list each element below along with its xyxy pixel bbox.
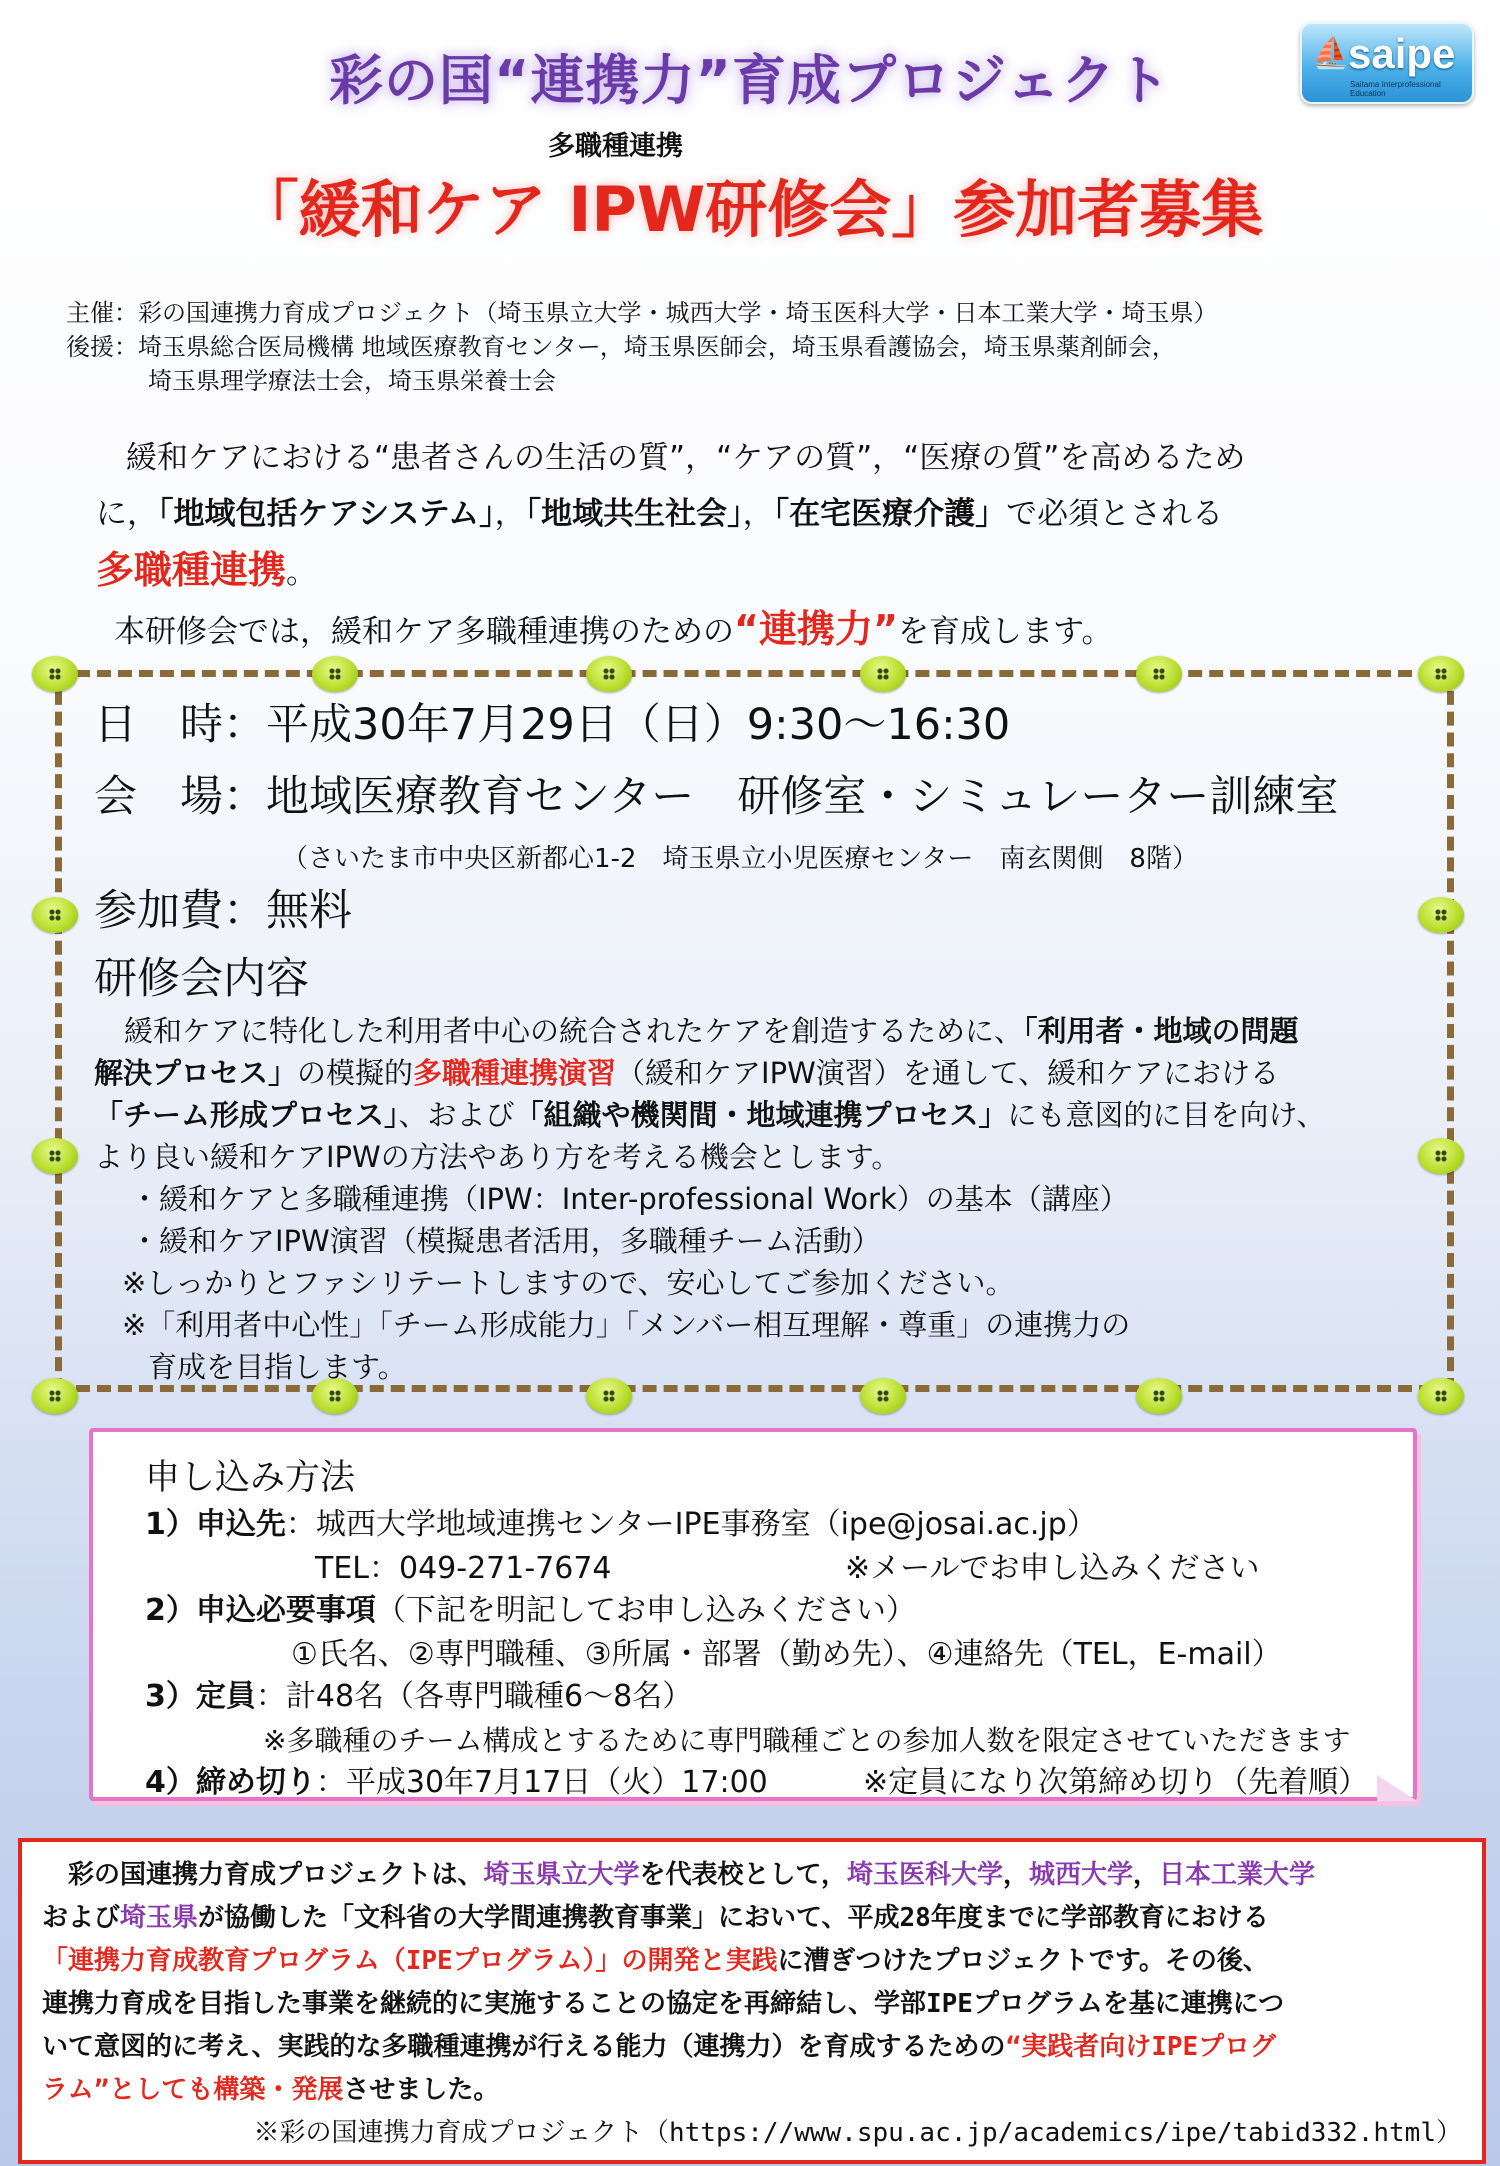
apply-item-2 [145,1590,916,1632]
project-url-line: ※彩の国連携力育成プロジェクト（https://www.spu.ac.jp/academics/ipe/tabid332.html） [253,2118,1462,2148]
main-title: 「緩和ケア IPW研修会」参加者募集 [236,173,1264,246]
bullet-exercise: ・緩和ケアIPW演習（模擬患者活用，多職種チーム活動） [130,1224,881,1258]
intro-sep-2: ， [742,496,774,532]
intro-highlight-ipw: 多職種連携 [96,548,287,592]
content-keyword-solve: 解決プロセス」 [94,1056,298,1090]
desc-text-1: 彩の国連携力育成プロジェクトは、 [68,1860,484,1890]
apply-tel: TEL：049-271-7674 [315,1551,612,1586]
intro-line-2a: に， [96,496,158,532]
desc-sep-2: ， [1133,1860,1160,1890]
intro-keyword-3: 「在宅医療介護」 [773,496,1007,532]
content-line-2d: （緩和ケアIPW演習）を通して、緩和ケアにおける [616,1056,1280,1090]
application-box [89,1428,1417,1801]
intro-line-4c: を育成します。 [897,614,1113,650]
content-keyword-problem: 「利用者・地域の問題 [1023,1014,1299,1048]
event-venue: 会 場：地域医療教育センター 研修室・シミュレーター訓練室 [94,772,1339,822]
intro-line-1: 緩和ケアにおける“患者さんの生活の質”，“ケアの質”，“医療の質”を高めるため [126,440,1246,476]
apply-item-3 [145,1676,692,1718]
apply-item-2-text: （下記を明記してお申し込みください） [375,1593,916,1628]
desc-text-10: させました。 [343,2075,500,2105]
intro-line-4a: 本研修会では，緩和ケア多職種連携のための [114,614,734,650]
univ-saitama-medical: 埼玉医科大学 [846,1860,1003,1890]
content-body [94,1010,1414,1388]
event-address: （さいたま市中央区新都心1-2 埼玉県立小児医療センター 南玄関側 8階） [282,844,1198,874]
desc-text-8: 連携力育成を目指した事業を継続的に実施することの協定を再締結し、学部IPEプログラムを基に連携につ [42,1989,1285,2019]
content-keyword-exercise: 多職種連携演習 [413,1056,617,1090]
button-decoration [32,1138,78,1174]
button-decoration [1418,1378,1464,1414]
desc-text-2: を代表校として， [639,1860,847,1890]
sail-icon: ⛵ [1312,36,1350,71]
content-heading: 研修会内容 [94,954,309,1004]
host-line: 主催：彩の国連携力育成プロジェクト（埼玉県立大学・城西大学・埼玉医科大学・日本工業大学・埼玉県） [66,299,1218,327]
desc-sep-1: ， [1003,1860,1030,1890]
subtitle: 多職種連携 [548,131,683,162]
apply-item-1-text: ：城西大学地域連携センターIPE事務室（ipe@josai.ac.jp） [285,1507,1097,1542]
univ-nit: 日本工業大学 [1159,1860,1316,1890]
intro-keyword-2: 「地域共生社会」 [525,496,743,532]
apply-item-4-label: 4）締め切り [145,1765,316,1800]
intro-text [96,430,1426,660]
apply-item-2-label: 2）申込必要事項 [145,1593,376,1628]
content-keyword-org: 「組織や機関間・地域連携プロセス」 [514,1098,1008,1132]
content-line-1a: 緩和ケアに特化した利用者中心の統合されたケアを創造するために、 [124,1014,1024,1048]
button-decoration [32,656,78,692]
apply-required-items: ①氏名、②専門職種、③所属・部署（勤め先）、④連絡先（TEL，E-mail） [291,1637,1282,1672]
project-title: 彩の国“連携力”育成プロジェクト [329,49,1171,112]
desc-highlight-practitioner: “実践者向けIPEプログ [1005,2032,1277,2062]
intro-highlight-renkeiryoku: “連携力” [734,607,898,651]
project-description-box [18,1838,1486,2164]
button-decoration [1418,897,1464,933]
button-decoration [32,897,78,933]
project-description [42,1854,1462,2155]
note-goal: ※「利用者中心性」「チーム形成能力」「メンバー相互理解・尊重」の連携力の [122,1308,1131,1342]
content-keyword-team: 「チーム形成プロセス」 [94,1098,399,1132]
logo-subtext: Saitama Interprofessional Education [1350,80,1441,98]
apply-email-note: ※メールでお申し込みください [845,1551,1260,1586]
desc-highlight-ipe: 「連携力育成教育プログラム（IPEプログラム）」の開発と実践 [42,1946,778,1976]
intro-sep-1: ， [494,496,526,532]
desc-text-5: および [42,1903,121,1933]
desc-text-7: に漕ぎつけたプロジェクトです。その後、 [777,1946,1269,1976]
intro-line-2g: で必須とされる [1006,496,1224,532]
univ-josai: 城西大学 [1029,1860,1134,1890]
event-fee: 参加費：無料 [94,886,352,936]
button-decoration [860,656,906,692]
support-line-2: 埼玉県理学療法士会，埼玉県栄養士会 [148,367,556,395]
apply-capacity-note: ※多職種のチーム構成とするために専門職種ごとの参加人数を限定させていただきます [263,1724,1351,1757]
content-line-3d: にも意図的に目を向け、 [1007,1098,1326,1132]
apply-item-4-text: ：平成30年7月17日（火）17:00 [315,1765,768,1800]
button-decoration [1418,656,1464,692]
content-line-3b: 、および [398,1098,515,1132]
apply-item-3-text: ：計48名（各専門職種6～8名） [255,1679,693,1714]
content-line-4: より良い緩和ケアIPWの方法やあり方を考える機会とします。 [94,1140,901,1174]
button-decoration [312,656,358,692]
intro-keyword-1: 「地域包括ケアシステム」 [158,496,495,532]
application-title: 申し込み方法 [145,1458,356,1498]
saipe-logo [1300,22,1474,104]
intro-period: 。 [286,555,318,591]
button-decoration [586,656,632,692]
bullet-lecture: ・緩和ケアと多職種連携（IPW：Inter-professional Work）の基本（講座） [130,1182,1129,1216]
apply-item-3-label: 3）定員 [145,1679,256,1714]
pref-saitama: 埼玉県 [120,1903,199,1933]
apply-deadline-note: ※定員になり次第締め切り（先着順） [863,1765,1369,1800]
apply-item-1 [145,1504,1097,1546]
support-line-1: 後援：埼玉県総合医局機構 地域医療教育センター，埼玉県医師会，埼玉県看護協会，埼玉県薬剤師会， [66,333,1176,361]
note-facilitate: ※しっかりとファシリテートしますので、安心してご参加ください。 [122,1266,1015,1300]
note-goal-cont: 育成を目指します。 [148,1350,407,1384]
button-decoration [1418,1138,1464,1174]
logo-text: saipe [1348,30,1456,77]
univ-spu: 埼玉県立大学 [483,1860,640,1890]
button-decoration [1136,656,1182,692]
desc-text-6: が協働した「文科省の大学間連携教育事業」において、平成28年度までに学部教育における [198,1903,1269,1933]
apply-item-4 [145,1762,768,1804]
page-curl [1377,1775,1417,1801]
apply-item-1-label: 1）申込先 [145,1507,286,1542]
content-line-2b: の模擬的 [297,1056,414,1090]
desc-text-9: いて意図的に考え、実践的な多職種連携が行える能力（連携力）を育成するための [42,2032,1006,2062]
event-datetime: 日 時：平成30年7月29日（日）9:30～16:30 [94,700,1011,750]
button-decoration [32,1378,78,1414]
desc-highlight-practitioner-cont: ラム”としても構築・発展 [42,2075,344,2105]
